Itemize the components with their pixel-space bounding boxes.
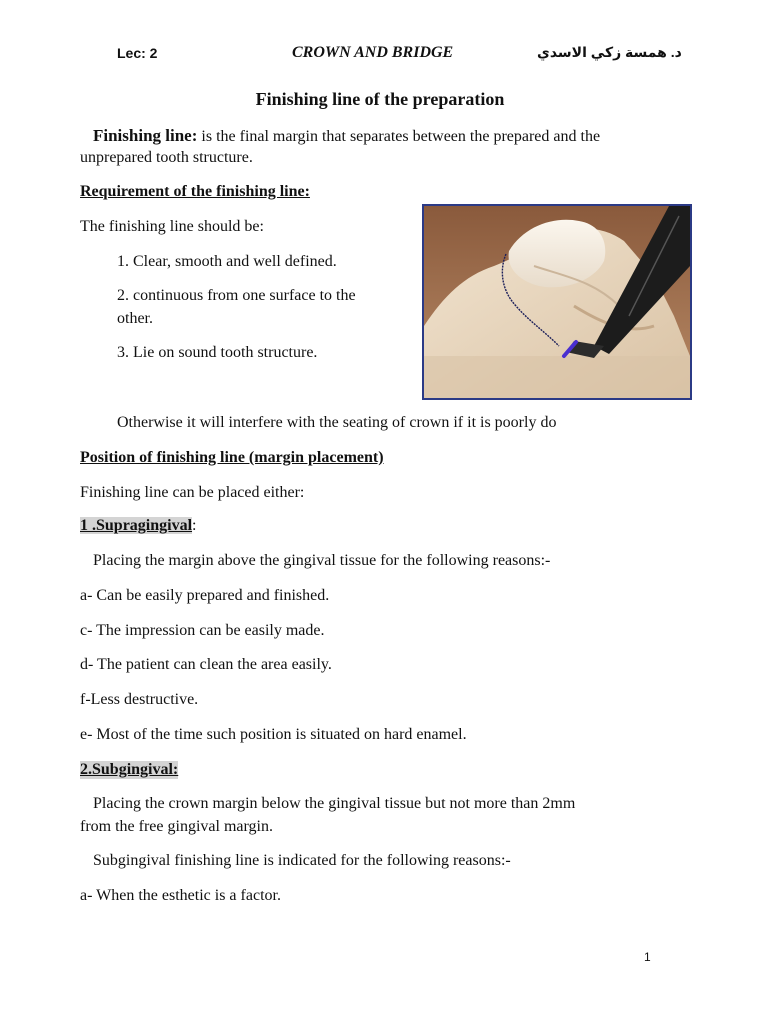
subgingival-heading: 2.Subgingival: (80, 761, 179, 778)
definition-text-continued: unprepared tooth structure. (80, 149, 253, 166)
supragingival-reason: d- The patient can clean the area easily. (80, 656, 332, 673)
requirements-heading: Requirement of the finishing line: (80, 183, 310, 200)
position-heading: Position of finishing line (margin placement) (80, 449, 384, 466)
requirements-intro: The finishing line should be: (80, 218, 264, 235)
author-name: د. همسة زكي الاسدي (537, 44, 682, 60)
supragingival-colon: : (192, 517, 197, 534)
supragingival-reason: e- Most of the time such position is situated on hard enamel. (80, 726, 467, 743)
definition-text: is the final margin that separates between the prepared and the (197, 128, 601, 145)
page-number: 1 (644, 950, 651, 964)
subgingival-intro-line1: Placing the crown margin below the gingival tissue but not more than 2mm (93, 795, 576, 812)
supragingival-reason: c- The impression can be easily made. (80, 622, 325, 639)
position-intro: Finishing line can be placed either: (80, 484, 305, 501)
page-title: Finishing line of the preparation (255, 89, 505, 109)
tooth-preparation-photo (422, 204, 692, 400)
definition-line (93, 126, 600, 146)
requirement-item-2: 2. continuous from one surface to the (117, 287, 356, 304)
requirement-item-3: 3. Lie on sound tooth structure. (117, 344, 318, 361)
otherwise-note: Otherwise it will interfere with the seating of crown if it is poorly do (117, 414, 557, 431)
requirement-item-1: 1. Clear, smooth and well defined. (117, 253, 337, 270)
subgingival-intro-line2: from the free gingival margin. (80, 818, 273, 835)
supragingival-reason: a- Can be easily prepared and finished. (80, 587, 330, 604)
subgingival-indicated: Subgingival finishing line is indicated for the following reasons:- (93, 852, 511, 869)
course-title: CROWN AND BRIDGE (292, 44, 454, 61)
definition-term: Finishing line: (93, 126, 198, 145)
supragingival-intro: Placing the margin above the gingival tissue for the following reasons:- (93, 552, 551, 569)
supragingival-heading: 1 .Supragingival (80, 517, 193, 534)
requirement-item-2-continued: other. (117, 310, 153, 327)
lecture-label: Lec: 2 (117, 45, 158, 61)
supragingival-heading-line (80, 517, 196, 535)
subgingival-reason: a- When the esthetic is a factor. (80, 887, 281, 904)
tooth-photo-illustration (424, 206, 690, 398)
supragingival-reason: f-Less destructive. (80, 691, 199, 708)
